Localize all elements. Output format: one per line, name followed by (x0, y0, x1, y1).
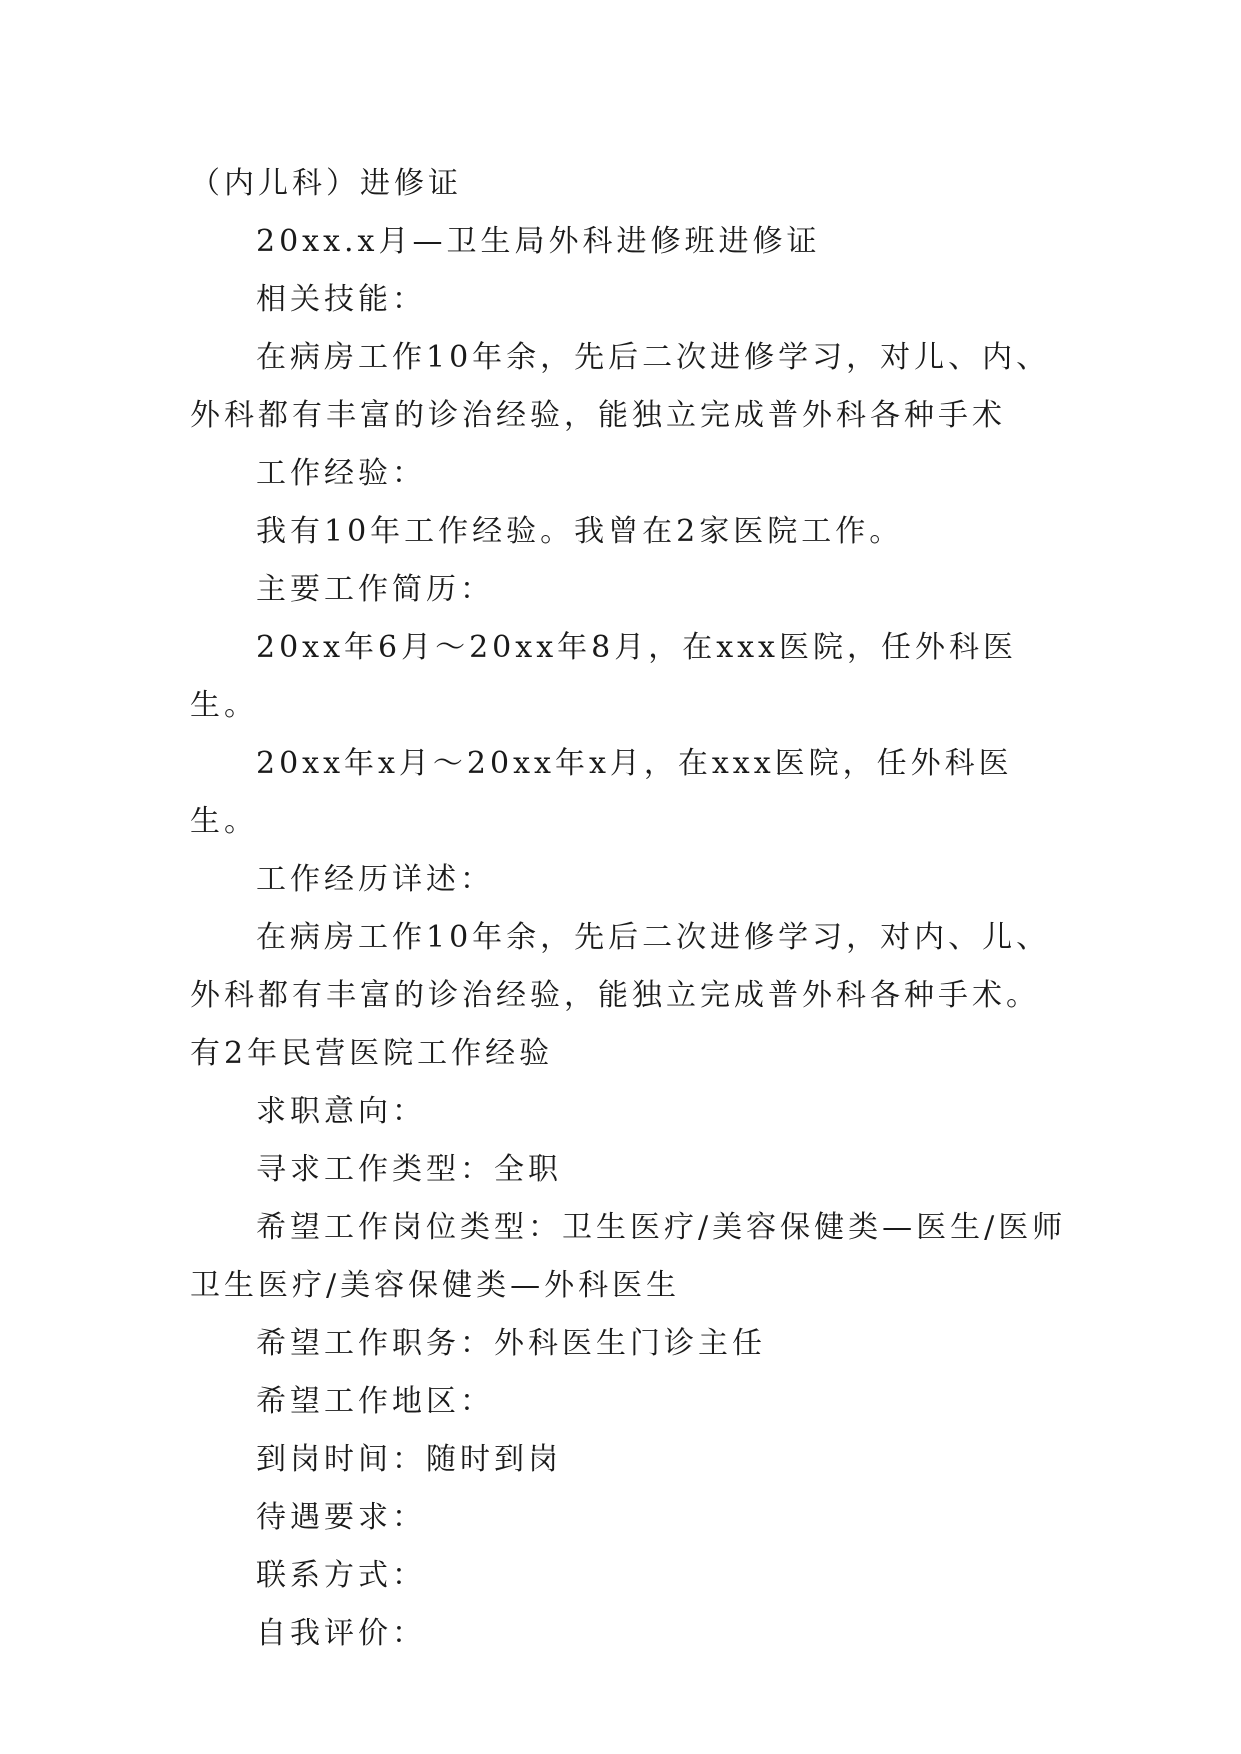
job-type-line: 寻求工作类型：全职 (256, 1152, 562, 1187)
job-category-line: 希望工作岗位类型：卫生医疗/美容保健类—医生/医师卫生医疗/美容保健类—外科医生 (190, 1210, 1067, 1303)
section-heading-work-details: 工作经历详述： (256, 862, 494, 897)
certificate-line: （内儿科）进修证 (190, 166, 462, 201)
section-heading-experience: 工作经验： (256, 456, 426, 491)
certificate-line: 20xx.x月—卫生局外科进修班进修证 (256, 224, 821, 259)
self-evaluation-line: 自我评价： (256, 1616, 426, 1651)
contact-line: 联系方式： (256, 1558, 426, 1593)
job-position-line: 希望工作职务：外科医生门诊主任 (256, 1326, 766, 1361)
section-heading-skills: 相关技能： (256, 282, 426, 317)
skills-paragraph: 在病房工作10年余，先后二次进修学习，对儿、内、外科都有丰富的诊治经验，能独立完成普外科各种手术 (190, 340, 1051, 433)
job-region-line: 希望工作地区： (256, 1384, 494, 1419)
salary-line: 待遇要求： (256, 1500, 426, 1535)
work-history-entry: 20xx年6月～20xx年8月，在xxx医院，任外科医生。 (190, 630, 1017, 723)
document-body (190, 155, 1070, 1663)
experience-summary: 我有10年工作经验。我曾在2家医院工作。 (256, 514, 904, 549)
start-time-line: 到岗时间：随时到岗 (256, 1442, 562, 1477)
work-details-paragraph: 在病房工作10年余，先后二次进修学习，对内、儿、外科都有丰富的诊治经验，能独立完成普外科各种手术。有2年民营医院工作经验 (190, 920, 1051, 1071)
section-heading-work-history: 主要工作简历： (256, 572, 494, 607)
section-heading-job-intention: 求职意向： (256, 1094, 426, 1129)
work-history-entry: 20xx年x月～20xx年x月，在xxx医院，任外科医生。 (190, 746, 1013, 839)
